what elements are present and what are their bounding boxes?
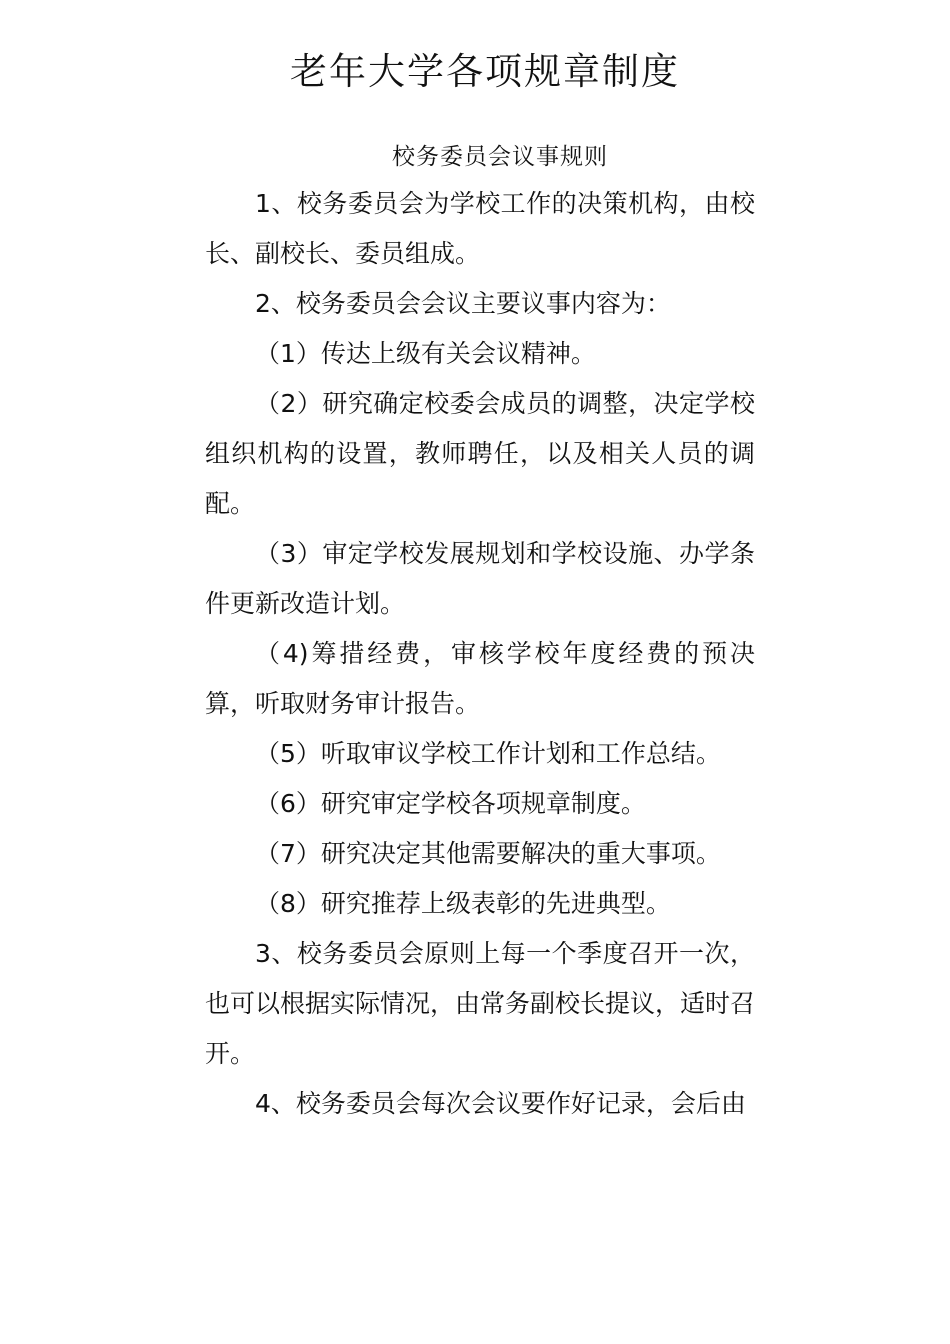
paragraph-4: 4、校务委员会每次会议要作好记录，会后由 xyxy=(255,1089,746,1118)
paragraph-3: 3、校务委员会原则上每一个季度召开一次，也可以根据实际情况，由常务副校长提议，适时召开。 xyxy=(205,939,756,1068)
paragraph-2-item-8: （8）研究推荐上级表彰的先进典型。 xyxy=(255,889,671,918)
paragraph-2-item-6: （6）研究审定学校各项规章制度。 xyxy=(255,789,646,818)
paragraph-2-item-3: （3）审定学校发展规划和学校设施、办学条件更新改造计划。 xyxy=(205,539,755,618)
section-title: 校务委员会议事规则 xyxy=(392,144,608,170)
paragraph-2: 2、校务委员会会议主要议事内容为： xyxy=(255,289,671,318)
paragraph-2-item-1: （1）传达上级有关会议精神。 xyxy=(255,339,596,368)
paragraph-2-item-4: （4)筹措经费，审核学校年度经费的预决算，听取财务审计报告。 xyxy=(205,639,755,718)
paragraph-2-item-5: （5）听取审议学校工作计划和工作总结。 xyxy=(255,739,721,768)
document-title: 老年大学各项规章制度 xyxy=(290,50,680,93)
paragraph-2-item-7: （7）研究决定其他需要解决的重大事项。 xyxy=(255,839,721,868)
paragraph-2-item-2: （2）研究确定校委会成员的调整，决定学校组织机构的设置，教师聘任，以及相关人员的调配。 xyxy=(205,389,755,518)
paragraph-1: 1、校务委员会为学校工作的决策机构，由校长、副校长、委员组成。 xyxy=(205,189,755,268)
document-body xyxy=(205,179,755,1129)
